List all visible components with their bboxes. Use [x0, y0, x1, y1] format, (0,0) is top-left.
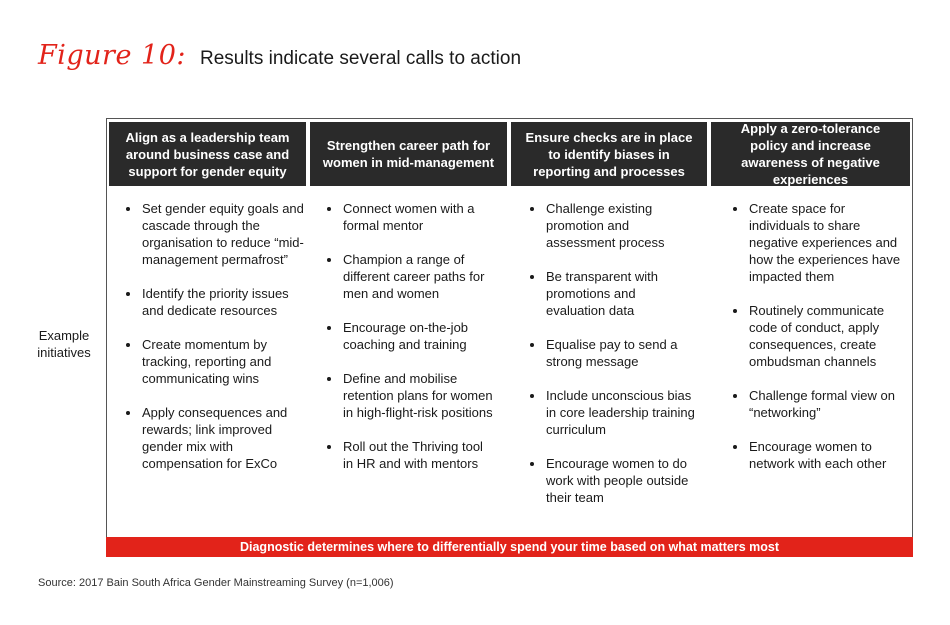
list-item: Challenge formal view on “networking” — [731, 387, 901, 421]
bottom-banner: Diagnostic determines where to differentially spend your time based on what matters most — [106, 537, 913, 557]
row-label: Example initiatives — [37, 328, 91, 360]
column-body-3 — [528, 200, 698, 523]
list-item: Create momentum by tracking, reporting and communicating wins — [124, 336, 304, 387]
list-item: Create space for individuals to share negative experiences and how the experiences have impacted them — [731, 200, 901, 285]
figure-label: Figure 10: — [38, 40, 186, 71]
column-header-2: Strengthen career path for women in mid-management — [310, 122, 507, 186]
column-header-1: Align as a leadership team around business case and support for gender equity — [109, 122, 306, 186]
list-item: Champion a range of different career paths for men and women — [325, 251, 495, 302]
list-item: Be transparent with promotions and evaluation data — [528, 268, 698, 319]
column-body-4 — [731, 200, 901, 489]
list-item: Set gender equity goals and cascade through the organisation to reduce “mid-management permafrost” — [124, 200, 304, 268]
list-item: Include unconscious bias in core leadership training curriculum — [528, 387, 698, 438]
list-item: Identify the priority issues and dedicate resources — [124, 285, 304, 319]
column-header-3: Ensure checks are in place to identify biases in reporting and processes — [511, 122, 707, 186]
list-item: Equalise pay to send a strong message — [528, 336, 698, 370]
column-body-1 — [124, 200, 304, 489]
list-item: Define and mobilise retention plans for women in high-flight-risk positions — [325, 370, 495, 421]
figure-title: Results indicate several calls to action — [199, 48, 522, 69]
list-item: Apply consequences and rewards; link improved gender mix with compensation for ExCo — [124, 404, 304, 472]
column-header-4: Apply a zero-tolerance policy and increase awareness of negative experiences — [711, 122, 910, 186]
list-item: Challenge existing promotion and assessment process — [528, 200, 698, 251]
column-body-2 — [325, 200, 495, 489]
figure-title-row — [38, 40, 521, 80]
list-item: Roll out the Thriving tool in HR and with mentors — [325, 438, 495, 472]
list-item: Connect women with a formal mentor — [325, 200, 495, 234]
list-item: Encourage women to network with each other — [731, 438, 901, 472]
list-item: Routinely communicate code of conduct, apply consequences, create ombudsman channels — [731, 302, 901, 370]
list-item: Encourage on-the-job coaching and training — [325, 319, 495, 353]
list-item: Encourage women to do work with people outside their team — [528, 455, 698, 506]
source-note: Source: 2017 Bain South Africa Gender Mainstreaming Survey (n=1,006) — [38, 577, 394, 589]
